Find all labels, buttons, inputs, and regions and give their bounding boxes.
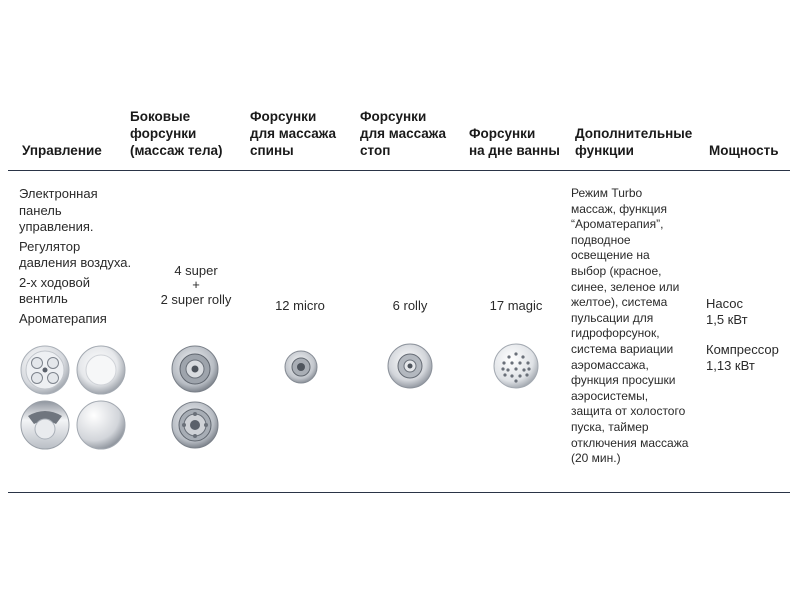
extra-functions-cell [571,186,705,467]
extra-functions-line: отключения массажа [571,435,689,450]
control-item [19,186,154,236]
extra-functions-line: функция просушки [571,373,676,388]
header-back-jets [250,108,336,159]
aroma-cap-image [76,400,126,450]
header-foot-jets [360,108,446,159]
compressor-value: 1,13 кВт [706,358,755,373]
header-extra-functions [575,125,692,159]
header-side-jets-line: (массаж тела) [130,143,223,158]
control-cell [19,186,154,330]
pump-value: 1,5 кВт [706,312,748,327]
extra-functions-line: Режим Turbo [571,186,643,200]
header-back-jets-line: для массажа [250,126,337,141]
side-jets-line: 2 super rolly [160,292,232,307]
micro-jet-image [283,349,319,385]
extra-functions-line: пульсации для [571,310,654,325]
extra-functions-line: желтое), система [571,295,668,310]
header-control [22,142,102,159]
extra-functions-line: синее, зеленое или [571,279,680,294]
header-back-jets-line: Форсунки [250,109,317,124]
header-bottom-jets-line: Форсунки [469,126,536,141]
header-control-line: Управление [22,143,102,158]
side-jets-cell [150,262,242,308]
control-line: Регулятор [19,238,81,254]
control-line: панель [19,202,62,218]
header-extra-functions-line: функции [575,143,634,158]
control-line: давления воздуха. [19,255,132,270]
extra-functions-line: аэросистемы, [571,388,649,403]
extra-functions-line: пуска, таймер [571,419,649,434]
header-foot-jets-line: Форсунки [360,109,427,124]
header-back-jets-line: спины [250,143,294,158]
extra-functions-line: подводное [571,232,631,247]
header-power [709,142,779,159]
side-jets-line: 4 super [174,263,218,278]
control-item [19,275,154,308]
side-jets-plus: + [192,277,200,292]
header-foot-jets-line: стоп [360,143,391,158]
foot-jets-cell: 6 rolly [392,298,428,313]
table-top-rule [8,170,790,171]
control-line: Ароматерапия [19,310,107,326]
extra-functions-line: массаж, функция [571,201,667,216]
pump-block [706,296,779,328]
control-line: управления. [19,219,94,234]
back-jets-cell: 12 micro [275,298,325,313]
control-line: 2-х ходовой [19,274,91,290]
header-side-jets-line: Боковые [130,109,191,124]
extra-functions-line: “Ароматерапия”, [571,217,664,232]
magic-jet-image [492,342,540,390]
header-foot-jets-line: для массажа [360,126,447,141]
header-side-jets-line: форсунки [130,126,197,141]
header-bottom-jets [469,125,560,159]
control-knob-image [76,345,126,395]
extra-functions-line: аэромассажа, [571,357,649,372]
extra-functions-line: защита от холостого [571,404,686,419]
control-line: вентиль [19,291,68,306]
header-side-jets [130,108,223,159]
extra-functions-line: система вариации [571,341,674,356]
extra-functions-line: освещение на [571,248,650,263]
table-bottom-rule [8,492,790,493]
header-extra-functions-line: Дополнительные [575,126,693,141]
compressor-label: Компрессор [706,342,779,357]
bottom-jets-cell: 17 magic [489,298,543,313]
diverter-valve-image [20,400,70,450]
extra-functions-line: (20 мин.) [571,451,621,466]
control-item [19,239,154,272]
super-jet-image [170,344,220,394]
control-item [19,311,154,328]
control-line: Электронная [19,186,98,201]
header-bottom-jets-line: на дне ванны [469,143,560,158]
power-cell [706,296,779,388]
rolly-jet-image [386,342,434,390]
control-panel-buttons-image [20,345,70,395]
pump-label: Насос [706,296,743,311]
header-power-line: Мощность [709,143,779,158]
extra-functions-line: выбор (красное, [571,263,662,278]
super-rolly-jet-image [170,400,220,450]
extra-functions-line: гидрофорсунок, [571,326,660,341]
compressor-block [706,342,779,374]
